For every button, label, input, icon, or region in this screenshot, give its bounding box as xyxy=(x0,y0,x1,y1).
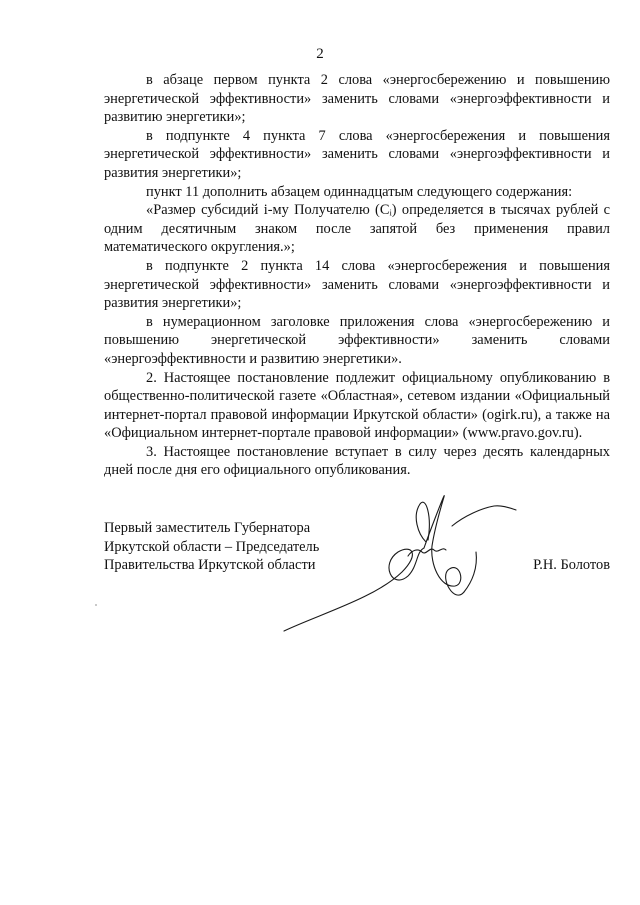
scan-artifact xyxy=(95,604,97,606)
document-body xyxy=(104,71,610,480)
paragraph-8: 3. Настоящее постановление вступает в силу через десять календарных дней после дня его официального опубликования. xyxy=(104,443,610,479)
signer-position-line-3: Правительства Иркутской области xyxy=(104,557,316,574)
paragraph-7: 2. Настоящее постановление подлежит официальному опубликованию в общественно-политической газете «Областная», сетевом издании «Официальный интернет-портал правовой информации Иркутской области» (ogirk.ru), а также на «Официальном интернет-портале правовой информации» (www.pravo.gov.ru). xyxy=(104,369,610,442)
paragraph-2: в подпункте 4 пункта 7 слова «энергосбережения и повышения энергетической эффективности» заменить словами «энергоэффективности и развития энергетики»; xyxy=(104,127,610,181)
signer-position-line-2: Иркутской области – Председатель xyxy=(104,538,320,555)
handwritten-signature xyxy=(280,486,520,636)
paragraph-6: в нумерационном заголовке приложения слова «энергосбережению и повышению энергетической эффективности» заменить словами «энергоэффективности и развитию энергетики». xyxy=(104,313,610,367)
page-number: 2 xyxy=(316,46,324,62)
signer-name: Р.Н. Болотов xyxy=(533,557,610,573)
paragraph-4: «Размер субсидий i-му Получателю (Cᵢ) определяется в тысячах рублей с одним десятичным знаком после запятой без применения правил математического округления.»; xyxy=(104,202,610,256)
paragraph-5: в подпункте 2 пункта 14 слова «энергосбережения и повышения энергетической эффективности» заменить словами «энергоэффективности и развития энергетики»; xyxy=(104,257,610,312)
paragraph-3: пункт 11 дополнить абзацем одиннадцатым следующего содержания: xyxy=(146,183,573,200)
paragraph-1: в абзаце первом пункта 2 слова «энергосбережению и повышению энергетической эффективности» заменить словами «энергоэффективности и развитию энергетики»; xyxy=(104,72,610,126)
signer-position-line-1: Первый заместитель Губернатора xyxy=(104,520,311,536)
